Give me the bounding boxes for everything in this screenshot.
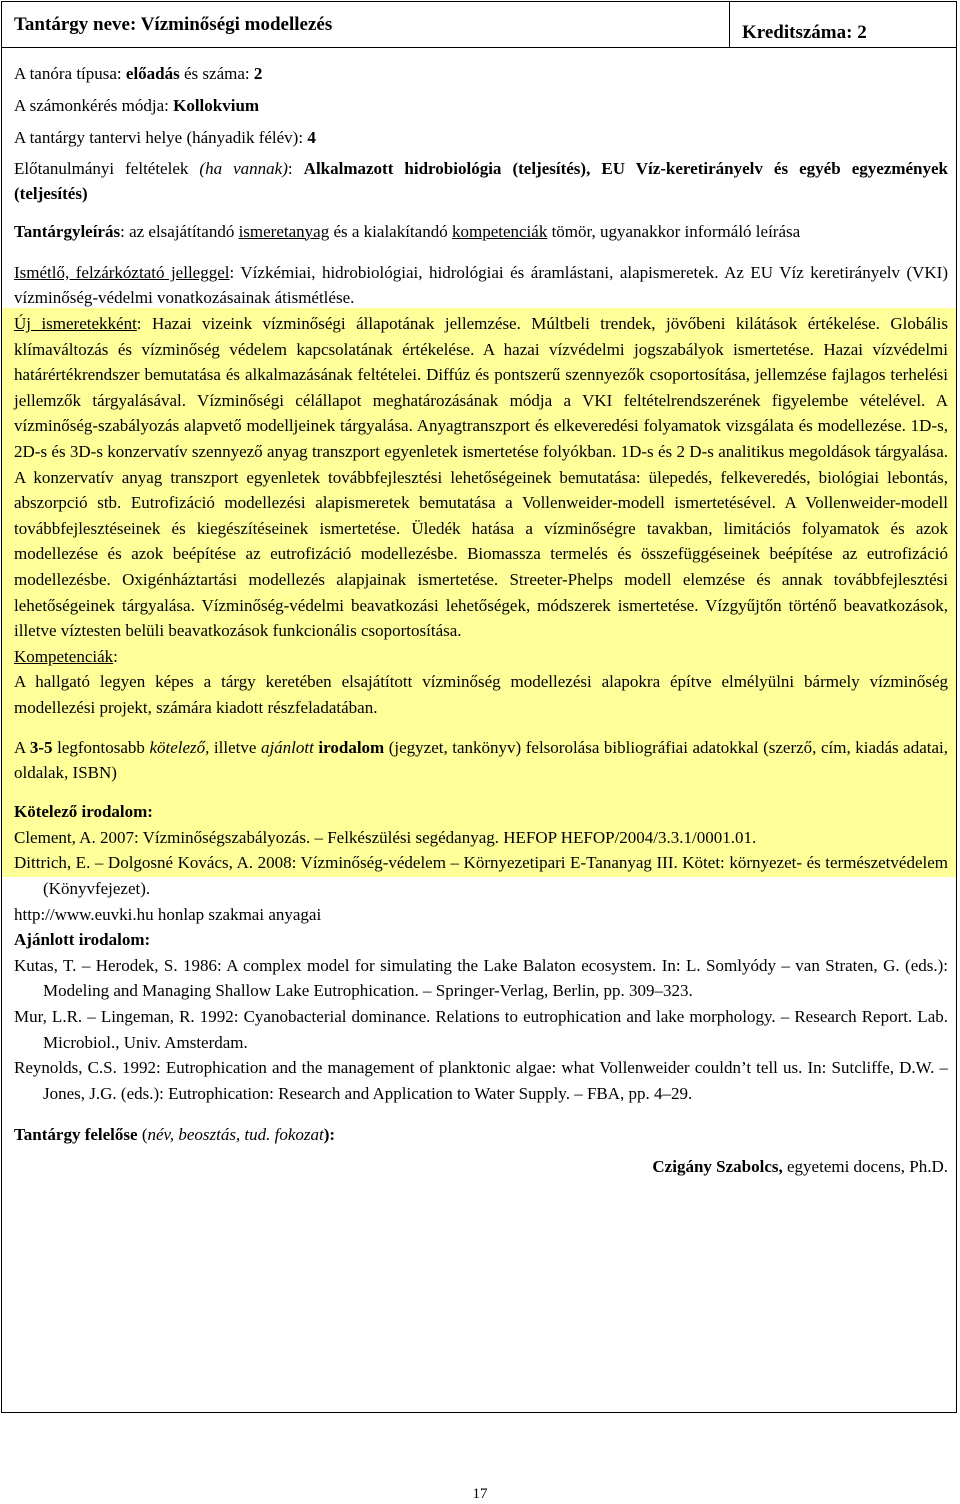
credits — [730, 2, 956, 48]
competence-text: A hallgató legyen képes a tárgy keretében elsajátított vízminőség modellezési alapokra építve elmélyülni bármely vízminőség modellezési projekt, számára kiadott részfeladatában. — [14, 672, 948, 717]
repeat-section: Ismétlő, felzárkóztató jelleggel: Vízkémiai, hidrobiológiai, hidrológiai és áramlástani, alapismeretek. Az EU Víz keretirányelv (VKI) vízminőség-védelmi vonatkozásainak átismétlése. — [14, 262, 948, 308]
recommended-literature-item: Kutas, T. – Herodek, S. 1986: A complex model for simulating the Lake Balaton ecosystem. In: L. Somlyódy – van Straten, G. (eds.): Modeling and Managing Shallow Lake Eutrophication. – Springer-Verlag, Berlin, pp. 309–323. — [14, 955, 948, 1001]
mandatory-literature-item: Dittrich, E. – Dolgosné Kovács, A. 2008: Vízminőség-védelem – Környezetipari E-Tananyag III. Kötet: környezet- és természetvédelem (Könyvfejezet). — [14, 853, 948, 898]
class-type: A tanóra típusa: előadás és száma: 2 — [14, 64, 263, 83]
content — [14, 62, 948, 1179]
mandatory-literature-item: http://www.euvki.hu honlap szakmai anyagai — [14, 904, 322, 924]
page-number: 17 — [472, 1486, 488, 1502]
recommended-literature-item: Reynolds, C.S. 1992: Eutrophication and the management of planktonic algae: what Vollenweider couldn’t tell us. In: Sutcliffe, D.W. – Jones, J.G. (eds.): Eutrophication: Research and Application to Water Supply. – FBA, pp. 4–29. — [14, 1058, 948, 1103]
description-intro: Tantárgyleírás: az elsajátítandó ismeretanyag és a kialakítandó kompetenciák tömör, ugyanakkor informáló leírása — [14, 221, 801, 241]
competence-label: Kompetenciák: — [14, 646, 118, 666]
subject-label: Tantárgy neve: — [14, 14, 141, 35]
recommended-literature-heading: Ajánlott irodalom: — [14, 930, 151, 950]
subject-title — [2, 2, 730, 48]
course-sheet — [1, 1, 957, 1413]
recommended-literature-item: Mur, L.R. – Lingeman, R. 1992: Cyanobacterial dominance. Relations to eutrophication and lake morphology. – Research Report. Lab. Microbiol., Univ. Amsterdam. — [14, 1006, 948, 1052]
literature-intro: A 3-5 legfontosabb kötelező, illetve ajánlott irodalom (jegyzet, tankönyv) felsorolása bibliográfiai adatokkal (szerző, cím, kiadás adatai, oldalak, ISBN) — [14, 737, 949, 782]
mandatory-literature-heading: Kötelező irodalom: — [14, 802, 153, 822]
responsible-label: Tantárgy felelőse (név, beosztás, tud. fokozat): — [14, 1125, 336, 1145]
semester: A tantárgy tantervi helye (hányadik félév): 4 — [14, 128, 316, 147]
prerequisites: Előtanulmányi feltételek (ha vannak): Alkalmazott hidrobiológia (teljesítés), EU Víz-keretirányelv és egyéb egyezmények (teljesítés) — [14, 159, 949, 204]
title-row — [2, 2, 956, 48]
mandatory-literature-item: Clement, A. 2007: Vízminőségszabályozás. – Felkészülési segédanyag. HEFOP HEFOP/2004/3.3.1/0001.01. — [14, 827, 757, 847]
credits-label: Kreditszáma: — [742, 22, 858, 43]
responsible-person: Czigány Szabolcs, egyetemi docens, Ph.D. — [652, 1156, 948, 1176]
exam-type: A számonkérés módja: Kollokvium — [14, 96, 260, 115]
subject-name: Vízminőségi modellezés — [140, 14, 333, 35]
credits-value: 2 — [857, 22, 867, 43]
description-body — [14, 260, 948, 721]
new-section: Új ismeretekként: Hazai vizeink vízminőségi állapotának jellemzése. Múltbeli trendek, jövőbeni kilátások értékelése. Globális klímaváltozás és vízminőség védelem kapcsolatának értékelése. A hazai vízvédelmi jogszabályok ismertetése. Hazai vízvédelmi határértékrendszer bemutatása és alkalmazásának feltételei. Diffúz és pontszerű szennyezők csoportosítása, jellemzése fajlagos terhelési jellemzők tárgyalásával. Vízminőségi célállapot meghatározásának módja a VKI feltételrendszerének figyelembe vételével. A vízminőség-szabályozás alapvető modelljeinek tárgyalása. Anyagtranszport és elkeveredési folyamatok vizsgálata és modellezése. 1D-s, 2D-s és 3D-s konzervatív szennyező anyag transzport egyenletek ismertetése folyókban. 1D-s és 2 D-s analitikus megoldások tárgyalása. A konzervatív anyag transzport egyenletek továbbfejlesztési lehetőségeinek bemutatása: ülepedés, felkeveredés, biológiai lebontás, abszorpció stb. Eutrofizáció modellezési alapismeretek bemutatása a Vollenweider-modell ismertetésével. A Vollenweider-modell továbbfejlesztéseinek és kiegészítéseinek ismertetése. Üledék hatása a vízminőségre tavakban, limitációs folyamatok és azok modellezése és azok beépítése az eutrofizáció modellezésbe. Biomassza termelés és összefüggéseinek beépítése az eutrofizáció modellezésbe. Oxigénháztartási modellezés alapjainak ismertetése. Streeter-Phelps modell elemzése és annak továbbfejlesztési lehetőségeinek tárgyalása. Vízminőség-védelmi beavatkozási lehetőségek, módszerek ismertetése. Vízgyűjtőn történő beavatkozások, illetve víztesten belüli beavatkozások funkcionális csoportosítása. — [14, 314, 948, 641]
